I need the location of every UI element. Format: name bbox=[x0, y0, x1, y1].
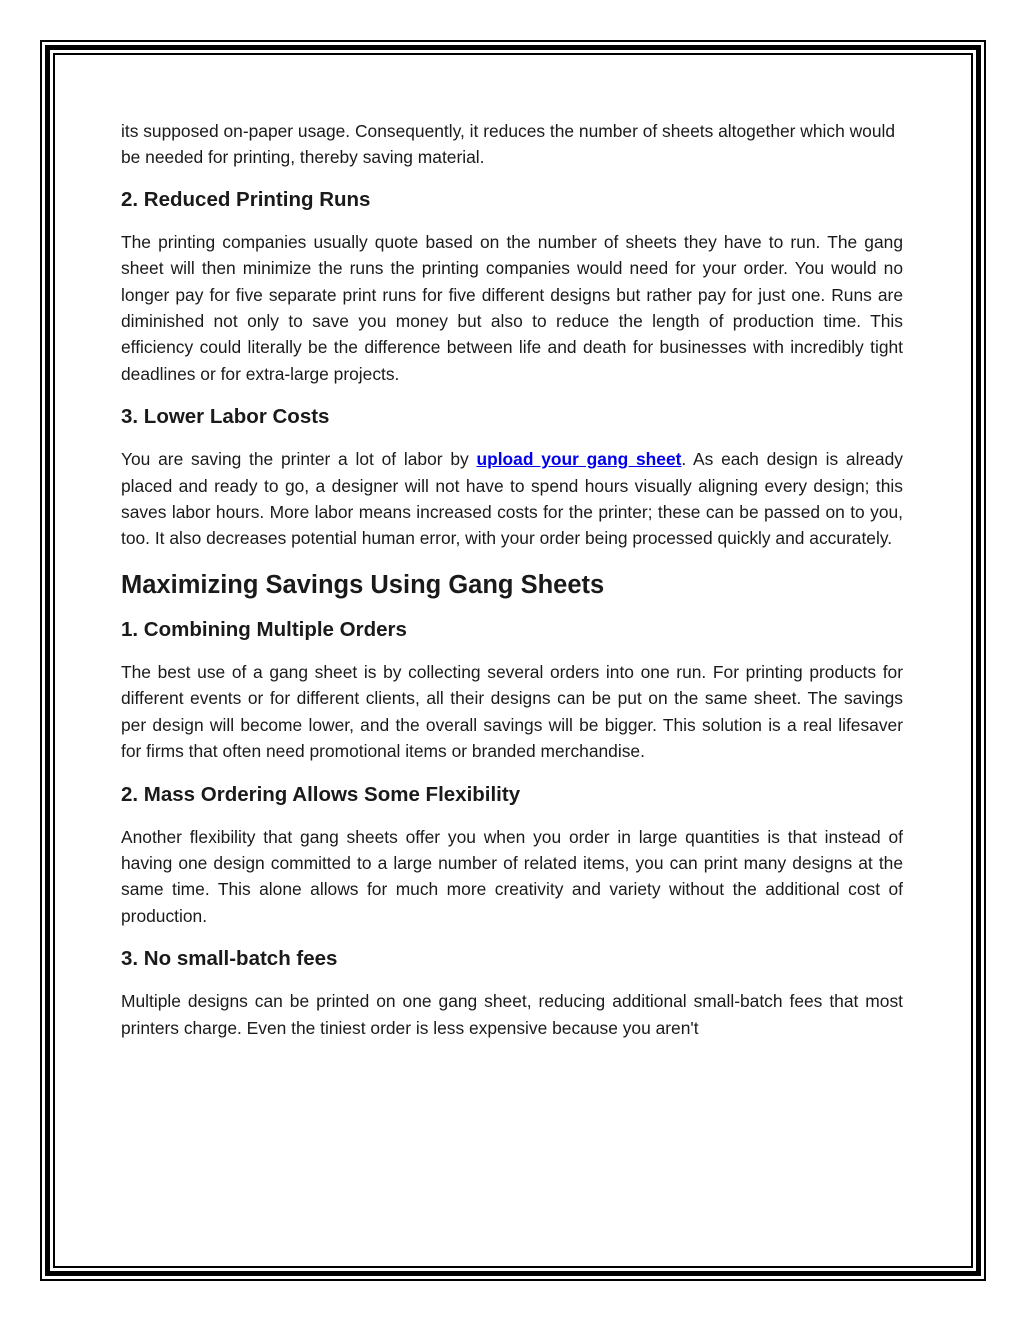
intro-paragraph: its supposed on-paper usage. Consequently, it reduces the number of sheets altogether which would be needed for printing, thereby saving material. bbox=[121, 121, 896, 168]
heading-no-small-batch-fees: 3. No small-batch fees bbox=[121, 947, 338, 971]
heading-lower-labor-costs: 3. Lower Labor Costs bbox=[121, 405, 330, 429]
heading-mass-ordering: 2. Mass Ordering Allows Some Flexibility bbox=[121, 782, 521, 806]
labor-text-before-link: You are saving the printer a lot of labor by bbox=[121, 449, 477, 470]
paragraph-reduced-printing-runs: The printing companies usually quote based on the number of sheets they have to run. The gang sheet will then minimize the runs the printing companies would need for your order. You would no longer pay for five separate print runs for five different designs but rather pay for just one. Runs are diminished not only to save you money but also to reduce the length of production time. This efficiency could literally be the difference between life and death for businesses with incredibly tight deadlines or for extra-large projects. bbox=[121, 231, 903, 384]
document-content bbox=[121, 118, 903, 1058]
paragraph-combining-multiple-orders: The best use of a gang sheet is by collecting several orders into one run. For printing products for different events or for different clients, all their designs can be put on the same sheet. The savings per design will become lower, and the overall savings will be bigger. This solution is a real lifesaver for firms that often need promotional items or branded merchandise. bbox=[121, 661, 903, 762]
paragraph-mass-ordering: Another flexibility that gang sheets offer you when you order in large quantities is that instead of having one design committed to a large number of related items, you can print many designs at the same time. This alone allows for much more creativity and variety without the additional cost of production. bbox=[121, 826, 903, 926]
heading-reduced-printing-runs: 2. Reduced Printing Runs bbox=[121, 187, 371, 211]
main-heading-maximizing-savings: Maximizing Savings Using Gang Sheets bbox=[121, 570, 605, 599]
heading-combining-multiple-orders: 1. Combining Multiple Orders bbox=[121, 617, 407, 641]
paragraph-lower-labor-costs bbox=[121, 446, 903, 552]
labor-text-after-link: . As each design is already placed and ready to go, a designer will not have to spend hours visually aligning every design; this saves labor hours. More labor means increased costs for the printer; these can be passed on to you, too. It also decreases potential human error, with your order being processed quickly and accurately. bbox=[121, 449, 903, 549]
paragraph-no-small-batch-fees: Multiple designs can be printed on one gang sheet, reducing additional small-batch fees that most printers charge. Even the tiniest order is less expensive because you aren't bbox=[121, 991, 903, 1038]
upload-gang-sheet-link[interactable]: upload your gang sheet bbox=[476, 449, 682, 470]
